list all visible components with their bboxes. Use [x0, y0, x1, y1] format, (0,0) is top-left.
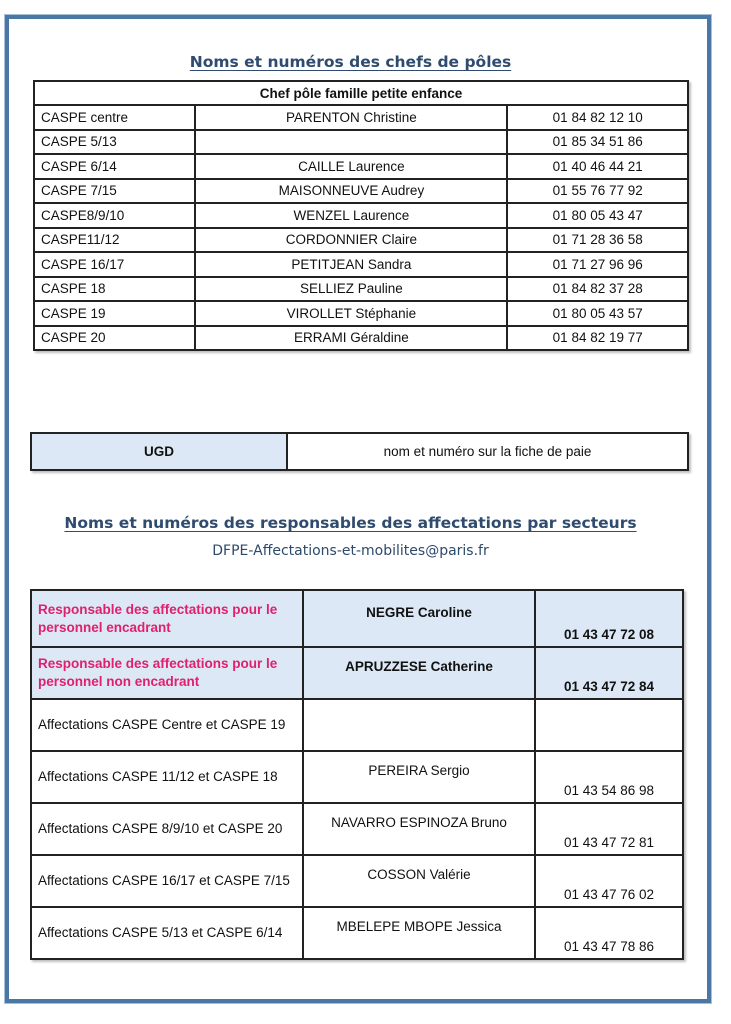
chefs-de-poles-title: Noms et numéros des chefs de pôles [189, 53, 512, 71]
role-cell: Affectations CASPE Centre et CASPE 19 [31, 699, 303, 751]
role-cell: Affectations CASPE 16/17 et CASPE 7/15 [31, 855, 303, 907]
phone-cell: 01 85 34 51 86 [507, 130, 688, 155]
caspe-cell: CASPE 6/14 [34, 154, 195, 179]
caspe-cell: CASPE 5/13 [34, 130, 195, 155]
name-text: NAVARRO ESPINOZA Bruno [331, 815, 507, 830]
name-text: COSSON Valérie [367, 867, 471, 882]
phone-cell: 01 43 47 78 86 [535, 907, 683, 959]
phone-cell: 01 80 05 43 47 [507, 203, 688, 228]
table-row [34, 277, 688, 302]
table-row [34, 105, 688, 130]
table-row [34, 228, 688, 253]
table-header-row [34, 81, 688, 105]
name-cell [303, 590, 535, 647]
phone-cell: 01 40 46 44 21 [507, 154, 688, 179]
caspe-cell: CASPE 16/17 [34, 252, 195, 277]
caspe-cell: CASPE11/12 [34, 228, 195, 253]
name-cell: CAILLE Laurence [195, 154, 507, 179]
name-cell: PETITJEAN Sandra [195, 252, 507, 277]
name-cell [303, 751, 535, 803]
caspe-cell: CASPE8/9/10 [34, 203, 195, 228]
ugd-value: nom et numéro sur la fiche de paie [287, 433, 688, 470]
contact-email[interactable]: DFPE-Affectations-et-mobilites@paris.fr [212, 543, 489, 559]
table-row [31, 803, 683, 855]
table-row [34, 154, 688, 179]
phone-cell: 01 43 47 72 84 [535, 647, 683, 699]
role-cell: Affectations CASPE 8/9/10 et CASPE 20 [31, 803, 303, 855]
role-cell: Responsable des affectations pour le personnel non encadrant [31, 647, 303, 699]
name-cell: VIROLLET Stéphanie [195, 301, 507, 326]
name-text: APRUZZESE Catherine [345, 659, 493, 674]
caspe-cell: CASPE 19 [34, 301, 195, 326]
table-header: Chef pôle famille petite enfance [34, 81, 688, 105]
responsables-affectations-title: Noms et numéros des responsables des affectations par secteurs [64, 514, 637, 532]
name-cell: CORDONNIER Claire [195, 228, 507, 253]
phone-cell: 01 55 76 77 92 [507, 179, 688, 204]
ugd-table [30, 432, 689, 471]
name-cell [303, 647, 535, 699]
name-text: MBELEPE MBOPE Jessica [336, 919, 502, 934]
name-cell [303, 907, 535, 959]
role-cell: Responsable des affectations pour le personnel encadrant [31, 590, 303, 647]
phone-cell: 01 43 47 76 02 [535, 855, 683, 907]
ugd-row [31, 433, 688, 470]
table-row [34, 130, 688, 155]
caspe-cell: CASPE 20 [34, 326, 195, 351]
responsables-affectations-table [30, 589, 684, 960]
table-row [34, 252, 688, 277]
role-cell: Affectations CASPE 11/12 et CASPE 18 [31, 751, 303, 803]
table-row-highlighted [31, 647, 683, 699]
phone-cell: 01 84 82 12 10 [507, 105, 688, 130]
table-row [31, 907, 683, 959]
phone-cell: 01 71 27 96 96 [507, 252, 688, 277]
caspe-cell: CASPE 7/15 [34, 179, 195, 204]
name-text: NEGRE Caroline [366, 604, 472, 620]
name-cell [303, 803, 535, 855]
name-cell: PARENTON Christine [195, 105, 507, 130]
table-row-highlighted [31, 590, 683, 647]
table-row [31, 699, 683, 751]
name-text: PEREIRA Sergio [368, 763, 470, 778]
phone-cell: 01 43 47 72 08 [535, 590, 683, 647]
phone-cell [535, 699, 683, 751]
name-cell: SELLIEZ Pauline [195, 277, 507, 302]
table-row [34, 326, 688, 351]
phone-cell: 01 43 54 86 98 [535, 751, 683, 803]
name-cell: MAISONNEUVE Audrey [195, 179, 507, 204]
chefs-de-poles-table [33, 80, 689, 351]
phone-cell: 01 43 47 72 81 [535, 803, 683, 855]
role-cell: Affectations CASPE 5/13 et CASPE 6/14 [31, 907, 303, 959]
table-row [31, 855, 683, 907]
table-row [34, 179, 688, 204]
phone-cell: 01 84 82 19 77 [507, 326, 688, 351]
name-cell: WENZEL Laurence [195, 203, 507, 228]
caspe-cell: CASPE 18 [34, 277, 195, 302]
phone-cell: 01 80 05 43 57 [507, 301, 688, 326]
name-cell [195, 130, 507, 155]
ugd-label: UGD [31, 433, 287, 470]
name-cell [303, 855, 535, 907]
name-cell: ERRAMI Géraldine [195, 326, 507, 351]
phone-cell: 01 84 82 37 28 [507, 277, 688, 302]
phone-cell: 01 71 28 36 58 [507, 228, 688, 253]
table-row [34, 203, 688, 228]
table-row [31, 751, 683, 803]
caspe-cell: CASPE centre [34, 105, 195, 130]
table-row [34, 301, 688, 326]
name-cell [303, 699, 535, 751]
